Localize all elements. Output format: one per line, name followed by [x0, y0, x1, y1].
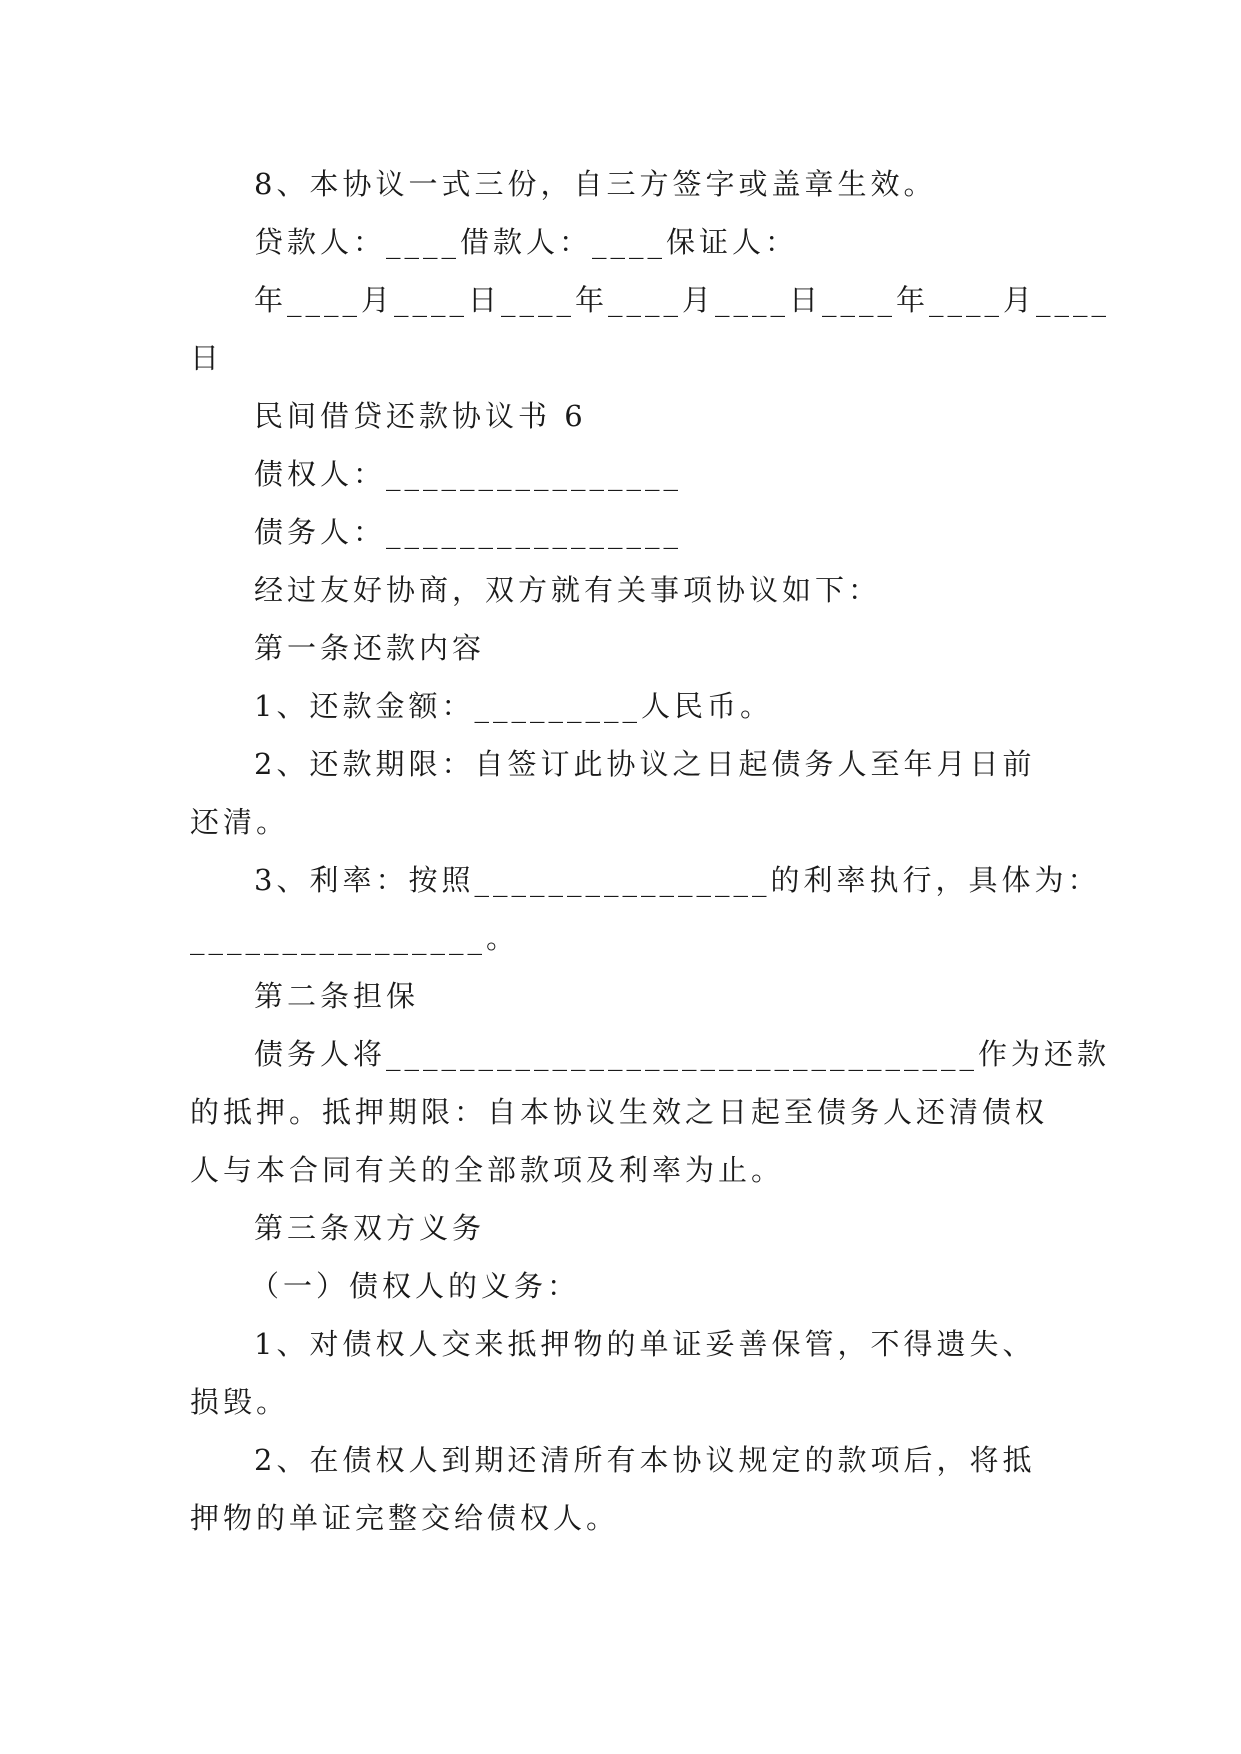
article-3-heading: 第三条双方义务 — [254, 1211, 486, 1245]
article-2-heading: 第二条担保 — [254, 979, 420, 1013]
dates-line: 年____月____日____年____月____日____年____月____ — [254, 283, 1111, 317]
dates-line-continued: 日 — [190, 341, 224, 375]
interest-rate: 3、利率：按照________________的利率执行，具体为： — [254, 863, 1101, 897]
obligation-2: 2、在债权人到期还清所有本协议规定的款项后，将抵 — [254, 1443, 1036, 1477]
preamble: 经过友好协商，双方就有关事项协议如下： — [254, 573, 882, 607]
obligation-1-continued: 损毁。 — [190, 1385, 290, 1419]
creditor-obligations-heading: （一）债权人的义务： — [250, 1269, 581, 1303]
signatories-line: 贷款人：____借款人：____保证人： — [254, 225, 799, 259]
document-body — [190, 155, 1111, 1547]
debtor-line: 债务人：________________ — [254, 515, 683, 549]
interest-rate-continued: ________________。 — [190, 921, 520, 955]
obligation-2-continued: 押物的单证完整交给债权人。 — [190, 1501, 620, 1535]
repayment-term: 2、还款期限：自签订此协议之日起债务人至年月日前 — [254, 747, 1036, 781]
obligation-1: 1、对债权人交来抵押物的单证妥善保管，不得遗失、 — [254, 1327, 1036, 1361]
collateral-line: 债务人将________________________________作为还款 — [254, 1037, 1111, 1071]
clause-8-copies: 8、本协议一式三份，自三方签字或盖章生效。 — [254, 167, 937, 201]
repayment-term-continued: 还清。 — [190, 805, 290, 839]
collateral-line-continued-2: 人与本合同有关的全部款项及利率为止。 — [190, 1153, 785, 1187]
repayment-amount: 1、还款金额：_________人民币。 — [254, 689, 773, 723]
section-title: 民间借贷还款协议书 6 — [254, 399, 587, 433]
collateral-line-continued-1: 的抵押。抵押期限：自本协议生效之日起至债务人还清债权 — [190, 1095, 1049, 1129]
creditor-line: 债权人：________________ — [254, 457, 683, 491]
article-1-heading: 第一条还款内容 — [254, 631, 486, 665]
